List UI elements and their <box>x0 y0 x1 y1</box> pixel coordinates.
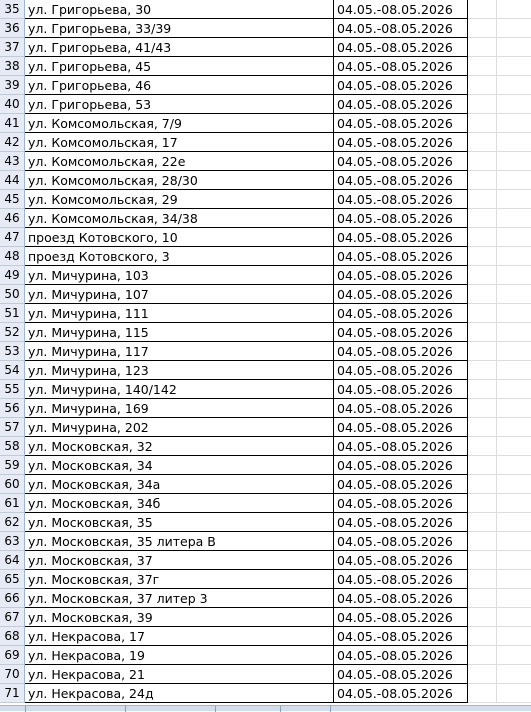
empty-cell[interactable] <box>468 646 531 665</box>
period-cell[interactable]: 04.05.-08.05.2026 <box>334 646 468 665</box>
table-row <box>0 475 531 494</box>
table-row <box>0 646 531 665</box>
period-cell[interactable]: 04.05.-08.05.2026 <box>334 456 468 475</box>
empty-cell[interactable] <box>468 38 531 57</box>
period-cell[interactable]: 04.05.-08.05.2026 <box>334 133 468 152</box>
row-header[interactable]: 38 <box>0 57 25 76</box>
period-cell[interactable]: 04.05.-08.05.2026 <box>334 152 468 171</box>
period-cell[interactable]: 04.05.-08.05.2026 <box>334 304 468 323</box>
empty-cell[interactable] <box>468 494 531 513</box>
row-header[interactable]: 67 <box>0 608 25 627</box>
period-cell[interactable]: 04.05.-08.05.2026 <box>334 19 468 38</box>
row-header[interactable]: 64 <box>0 551 25 570</box>
empty-cell[interactable] <box>468 190 531 209</box>
address-cell[interactable]: ул. Московская, 37 литер 3 <box>25 589 334 608</box>
table-row <box>0 133 531 152</box>
table-row <box>0 551 531 570</box>
period-cell[interactable]: 04.05.-08.05.2026 <box>334 266 468 285</box>
table-row <box>0 190 531 209</box>
row-header[interactable]: 53 <box>0 342 25 361</box>
address-cell[interactable]: ул. Мичурина, 117 <box>25 342 334 361</box>
table-row <box>0 665 531 684</box>
address-cell[interactable]: ул. Московская, 35 <box>25 513 334 532</box>
period-cell[interactable]: 04.05.-08.05.2026 <box>334 57 468 76</box>
empty-cell[interactable] <box>468 665 531 684</box>
empty-cell[interactable] <box>468 114 531 133</box>
table-row <box>0 152 531 171</box>
period-cell[interactable]: 04.05.-08.05.2026 <box>334 323 468 342</box>
address-cell[interactable]: проезд Котовского, 3 <box>25 247 334 266</box>
address-cell[interactable]: ул. Московская, 32 <box>25 437 334 456</box>
table-row <box>0 95 531 114</box>
table-row <box>0 399 531 418</box>
empty-cell[interactable] <box>468 285 531 304</box>
table-row <box>0 456 531 475</box>
empty-cell[interactable] <box>468 152 531 171</box>
empty-cell[interactable] <box>468 475 531 494</box>
row-header[interactable]: 36 <box>0 19 25 38</box>
table-row <box>0 627 531 646</box>
period-cell[interactable]: 04.05.-08.05.2026 <box>334 570 468 589</box>
row-header[interactable]: 60 <box>0 475 25 494</box>
row-header[interactable]: 56 <box>0 399 25 418</box>
tab-divider <box>330 706 331 712</box>
empty-cell[interactable] <box>468 304 531 323</box>
period-cell[interactable]: 04.05.-08.05.2026 <box>334 342 468 361</box>
period-cell[interactable]: 04.05.-08.05.2026 <box>334 399 468 418</box>
period-cell[interactable]: 04.05.-08.05.2026 <box>334 608 468 627</box>
row-header[interactable]: 44 <box>0 171 25 190</box>
table-row <box>0 228 531 247</box>
row-header[interactable]: 45 <box>0 190 25 209</box>
period-cell[interactable]: 04.05.-08.05.2026 <box>334 171 468 190</box>
address-cell[interactable]: ул. Комсомольская, 34/38 <box>25 209 334 228</box>
table-row <box>0 266 531 285</box>
period-cell[interactable]: 04.05.-08.05.2026 <box>334 247 468 266</box>
empty-cell[interactable] <box>468 627 531 646</box>
address-cell[interactable]: ул. Григорьева, 30 <box>25 0 334 19</box>
address-cell[interactable]: ул. Московская, 37г <box>25 570 334 589</box>
address-cell[interactable]: ул. Мичурина, 123 <box>25 361 334 380</box>
empty-cell[interactable] <box>468 95 531 114</box>
table-row <box>0 323 531 342</box>
row-header[interactable]: 61 <box>0 494 25 513</box>
empty-cell[interactable] <box>468 133 531 152</box>
address-cell[interactable]: ул. Мичурина, 111 <box>25 304 334 323</box>
address-cell[interactable]: ул. Мичурина, 115 <box>25 323 334 342</box>
empty-cell[interactable] <box>468 380 531 399</box>
empty-cell[interactable] <box>468 228 531 247</box>
row-header[interactable]: 35 <box>0 0 25 19</box>
period-cell[interactable]: 04.05.-08.05.2026 <box>334 684 468 703</box>
address-cell[interactable]: ул. Мичурина, 107 <box>25 285 334 304</box>
period-cell[interactable]: 04.05.-08.05.2026 <box>334 494 468 513</box>
row-header[interactable]: 43 <box>0 152 25 171</box>
sheet-tab-bar[interactable] <box>0 705 531 711</box>
address-cell[interactable]: ул. Московская, 34а <box>25 475 334 494</box>
table-row <box>0 494 531 513</box>
period-cell[interactable]: 04.05.-08.05.2026 <box>334 665 468 684</box>
empty-cell[interactable] <box>468 76 531 95</box>
table-row <box>0 57 531 76</box>
table-row <box>0 19 531 38</box>
address-cell[interactable]: ул. Григорьева, 53 <box>25 95 334 114</box>
table-row <box>0 114 531 133</box>
tab-divider <box>280 706 281 712</box>
row-header[interactable]: 39 <box>0 76 25 95</box>
address-cell[interactable]: ул. Мичурина, 140/142 <box>25 380 334 399</box>
table-row <box>0 285 531 304</box>
row-header[interactable]: 37 <box>0 38 25 57</box>
table-row <box>0 342 531 361</box>
row-header[interactable]: 59 <box>0 456 25 475</box>
empty-cell[interactable] <box>468 418 531 437</box>
empty-cell[interactable] <box>468 456 531 475</box>
row-header[interactable]: 54 <box>0 361 25 380</box>
empty-cell[interactable] <box>468 608 531 627</box>
address-cell[interactable]: ул. Некрасова, 24д <box>25 684 334 703</box>
period-cell[interactable]: 04.05.-08.05.2026 <box>334 361 468 380</box>
table-row <box>0 76 531 95</box>
row-header[interactable]: 40 <box>0 95 25 114</box>
period-cell[interactable]: 04.05.-08.05.2026 <box>334 513 468 532</box>
address-cell[interactable]: ул. Московская, 34б <box>25 494 334 513</box>
empty-cell[interactable] <box>468 532 531 551</box>
empty-cell[interactable] <box>468 266 531 285</box>
table-row <box>0 532 531 551</box>
period-cell[interactable]: 04.05.-08.05.2026 <box>334 475 468 494</box>
address-cell[interactable]: ул. Комсомольская, 22е <box>25 152 334 171</box>
period-cell[interactable]: 04.05.-08.05.2026 <box>334 589 468 608</box>
period-cell[interactable]: 04.05.-08.05.2026 <box>334 551 468 570</box>
row-header[interactable]: 70 <box>0 665 25 684</box>
table-row <box>0 589 531 608</box>
row-header[interactable]: 47 <box>0 228 25 247</box>
table-row <box>0 247 531 266</box>
table-row <box>0 570 531 589</box>
period-cell[interactable]: 04.05.-08.05.2026 <box>334 38 468 57</box>
address-cell[interactable]: ул. Комсомольская, 7/9 <box>25 114 334 133</box>
period-cell[interactable]: 04.05.-08.05.2026 <box>334 0 468 19</box>
table-row <box>0 361 531 380</box>
empty-cell[interactable] <box>468 171 531 190</box>
address-cell[interactable]: ул. Мичурина, 103 <box>25 266 334 285</box>
empty-cell[interactable] <box>468 19 531 38</box>
period-cell[interactable]: 04.05.-08.05.2026 <box>334 114 468 133</box>
row-header[interactable]: 62 <box>0 513 25 532</box>
address-cell[interactable]: ул. Григорьева, 41/43 <box>25 38 334 57</box>
address-cell[interactable]: ул. Некрасова, 19 <box>25 646 334 665</box>
address-cell[interactable]: ул. Григорьева, 46 <box>25 76 334 95</box>
period-cell[interactable]: 04.05.-08.05.2026 <box>334 228 468 247</box>
period-cell[interactable]: 04.05.-08.05.2026 <box>334 76 468 95</box>
empty-cell[interactable] <box>468 399 531 418</box>
table-row <box>0 209 531 228</box>
address-cell[interactable]: ул. Григорьева, 33/39 <box>25 19 334 38</box>
address-cell[interactable]: ул. Мичурина, 169 <box>25 399 334 418</box>
row-header[interactable]: 49 <box>0 266 25 285</box>
period-cell[interactable]: 04.05.-08.05.2026 <box>334 380 468 399</box>
address-cell[interactable]: ул. Григорьева, 45 <box>25 57 334 76</box>
row-header[interactable]: 46 <box>0 209 25 228</box>
row-header[interactable]: 63 <box>0 532 25 551</box>
empty-cell[interactable] <box>468 57 531 76</box>
address-cell[interactable]: ул. Московская, 35 литера В <box>25 532 334 551</box>
row-header[interactable]: 71 <box>0 684 25 703</box>
table-row <box>0 38 531 57</box>
empty-cell[interactable] <box>468 247 531 266</box>
row-header[interactable]: 55 <box>0 380 25 399</box>
table-row <box>0 304 531 323</box>
row-header[interactable]: 65 <box>0 570 25 589</box>
tab-divider <box>215 706 216 712</box>
row-header[interactable]: 48 <box>0 247 25 266</box>
row-header[interactable]: 68 <box>0 627 25 646</box>
empty-cell[interactable] <box>468 0 531 19</box>
period-cell[interactable]: 04.05.-08.05.2026 <box>334 285 468 304</box>
period-cell[interactable]: 04.05.-08.05.2026 <box>334 95 468 114</box>
period-cell[interactable]: 04.05.-08.05.2026 <box>334 437 468 456</box>
table-row <box>0 0 531 19</box>
empty-cell[interactable] <box>468 684 531 703</box>
table-row <box>0 684 531 703</box>
table-row <box>0 418 531 437</box>
empty-cell[interactable] <box>468 209 531 228</box>
table-row <box>0 513 531 532</box>
row-header[interactable]: 42 <box>0 133 25 152</box>
period-cell[interactable]: 04.05.-08.05.2026 <box>334 532 468 551</box>
address-cell[interactable]: ул. Некрасова, 17 <box>25 627 334 646</box>
address-cell[interactable]: ул. Мичурина, 202 <box>25 418 334 437</box>
empty-cell[interactable] <box>468 513 531 532</box>
row-header[interactable]: 58 <box>0 437 25 456</box>
empty-cell[interactable] <box>468 437 531 456</box>
tab-divider <box>125 706 126 712</box>
empty-cell[interactable] <box>468 323 531 342</box>
row-header[interactable]: 51 <box>0 304 25 323</box>
address-cell[interactable]: ул. Комсомольская, 17 <box>25 133 334 152</box>
period-cell[interactable]: 04.05.-08.05.2026 <box>334 627 468 646</box>
period-cell[interactable]: 04.05.-08.05.2026 <box>334 209 468 228</box>
table-row <box>0 171 531 190</box>
address-cell[interactable]: проезд Котовского, 10 <box>25 228 334 247</box>
row-header[interactable]: 69 <box>0 646 25 665</box>
tab-divider <box>25 706 26 712</box>
row-header[interactable]: 66 <box>0 589 25 608</box>
table-row <box>0 380 531 399</box>
address-cell[interactable]: ул. Некрасова, 21 <box>25 665 334 684</box>
period-cell[interactable]: 04.05.-08.05.2026 <box>334 418 468 437</box>
row-header[interactable]: 41 <box>0 114 25 133</box>
table-row <box>0 608 531 627</box>
row-header[interactable]: 52 <box>0 323 25 342</box>
address-cell[interactable]: ул. Московская, 37 <box>25 551 334 570</box>
address-cell[interactable]: ул. Московская, 34 <box>25 456 334 475</box>
empty-cell[interactable] <box>468 589 531 608</box>
empty-cell[interactable] <box>468 570 531 589</box>
address-cell[interactable]: ул. Комсомольская, 28/30 <box>25 171 334 190</box>
period-cell[interactable]: 04.05.-08.05.2026 <box>334 190 468 209</box>
address-cell[interactable]: ул. Комсомольская, 29 <box>25 190 334 209</box>
empty-cell[interactable] <box>468 342 531 361</box>
table-row <box>0 437 531 456</box>
empty-cell[interactable] <box>468 361 531 380</box>
empty-cell[interactable] <box>468 551 531 570</box>
row-header[interactable]: 57 <box>0 418 25 437</box>
row-header[interactable]: 50 <box>0 285 25 304</box>
address-cell[interactable]: ул. Московская, 39 <box>25 608 334 627</box>
